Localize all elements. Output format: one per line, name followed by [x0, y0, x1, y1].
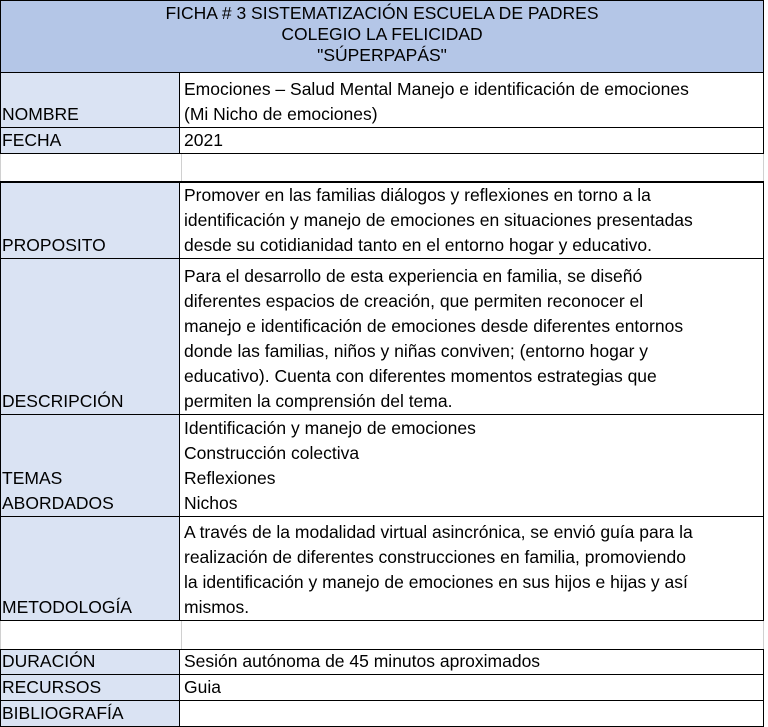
row-descripcion [0, 259, 764, 415]
value-nombre[interactable]: Emociones – Salud Mental Manejo e identificación de emociones (Mi Nicho de emociones) [180, 73, 764, 128]
label-temas[interactable]: TEMAS ABORDADOS [0, 415, 180, 517]
value-fecha[interactable]: 2021 [180, 128, 764, 154]
value-proposito[interactable]: Promover en las familias diálogos y reflexiones en torno a la identificación y manejo de emociones en situaciones presentadas desde su cotidianidad tanto en el entorno hogar y educativo. [180, 182, 764, 259]
label-descripcion[interactable]: DESCRIPCIÓN [0, 259, 180, 415]
row-temas [0, 415, 764, 517]
row-metodologia [0, 517, 764, 621]
empty-row[interactable] [0, 621, 764, 649]
label-duracion[interactable]: DURACIÓN [0, 649, 180, 675]
row-proposito [0, 181, 764, 259]
label-nombre[interactable]: NOMBRE [0, 73, 180, 128]
label-fecha[interactable]: FECHA [0, 128, 180, 154]
label-metodologia[interactable]: METODOLOGÍA [0, 517, 180, 621]
row-recursos [0, 675, 764, 701]
empty-row[interactable] [0, 154, 764, 181]
label-recursos[interactable]: RECURSOS [0, 675, 180, 701]
value-temas[interactable]: Identificación y manejo de emociones Construcción colectiva Reflexiones Nichos [180, 415, 764, 517]
form-header [0, 0, 764, 73]
header-program: "SÚPERPAPÁS" [317, 45, 447, 65]
value-descripcion[interactable]: Para el desarrollo de esta experiencia en familia, se diseñó diferentes espacios de creación, que permiten reconocer el manejo e identificación de emociones desde diferentes entornos donde las familias, niños y niñas conviven; (entorno hogar y educativo). Cuenta con diferentes momentos estrategias que permiten la comprensión del tema. [180, 259, 764, 415]
value-duracion[interactable]: Sesión autónoma de 45 minutos aproximados [180, 649, 764, 675]
value-recursos[interactable]: Guia [180, 675, 764, 701]
value-metodologia[interactable]: A través de la modalidad virtual asincrónica, se envió guía para la realización de diferentes construcciones en familia, promoviendo la identificación y manejo de emociones en sus hijos e hijas y así mismos. [180, 517, 764, 621]
header-school: COLEGIO LA FELICIDAD [281, 24, 483, 44]
row-bibliografia [0, 701, 764, 727]
header-title: FICHA # 3 SISTEMATIZACIÓN ESCUELA DE PADRES [165, 3, 599, 23]
row-fecha [0, 128, 764, 154]
row-nombre [0, 73, 764, 128]
label-bibliografia[interactable]: BIBLIOGRAFÍA [0, 701, 180, 727]
row-duracion [0, 649, 764, 675]
label-proposito[interactable]: PROPOSITO [0, 182, 180, 259]
value-bibliografia[interactable] [180, 701, 764, 727]
